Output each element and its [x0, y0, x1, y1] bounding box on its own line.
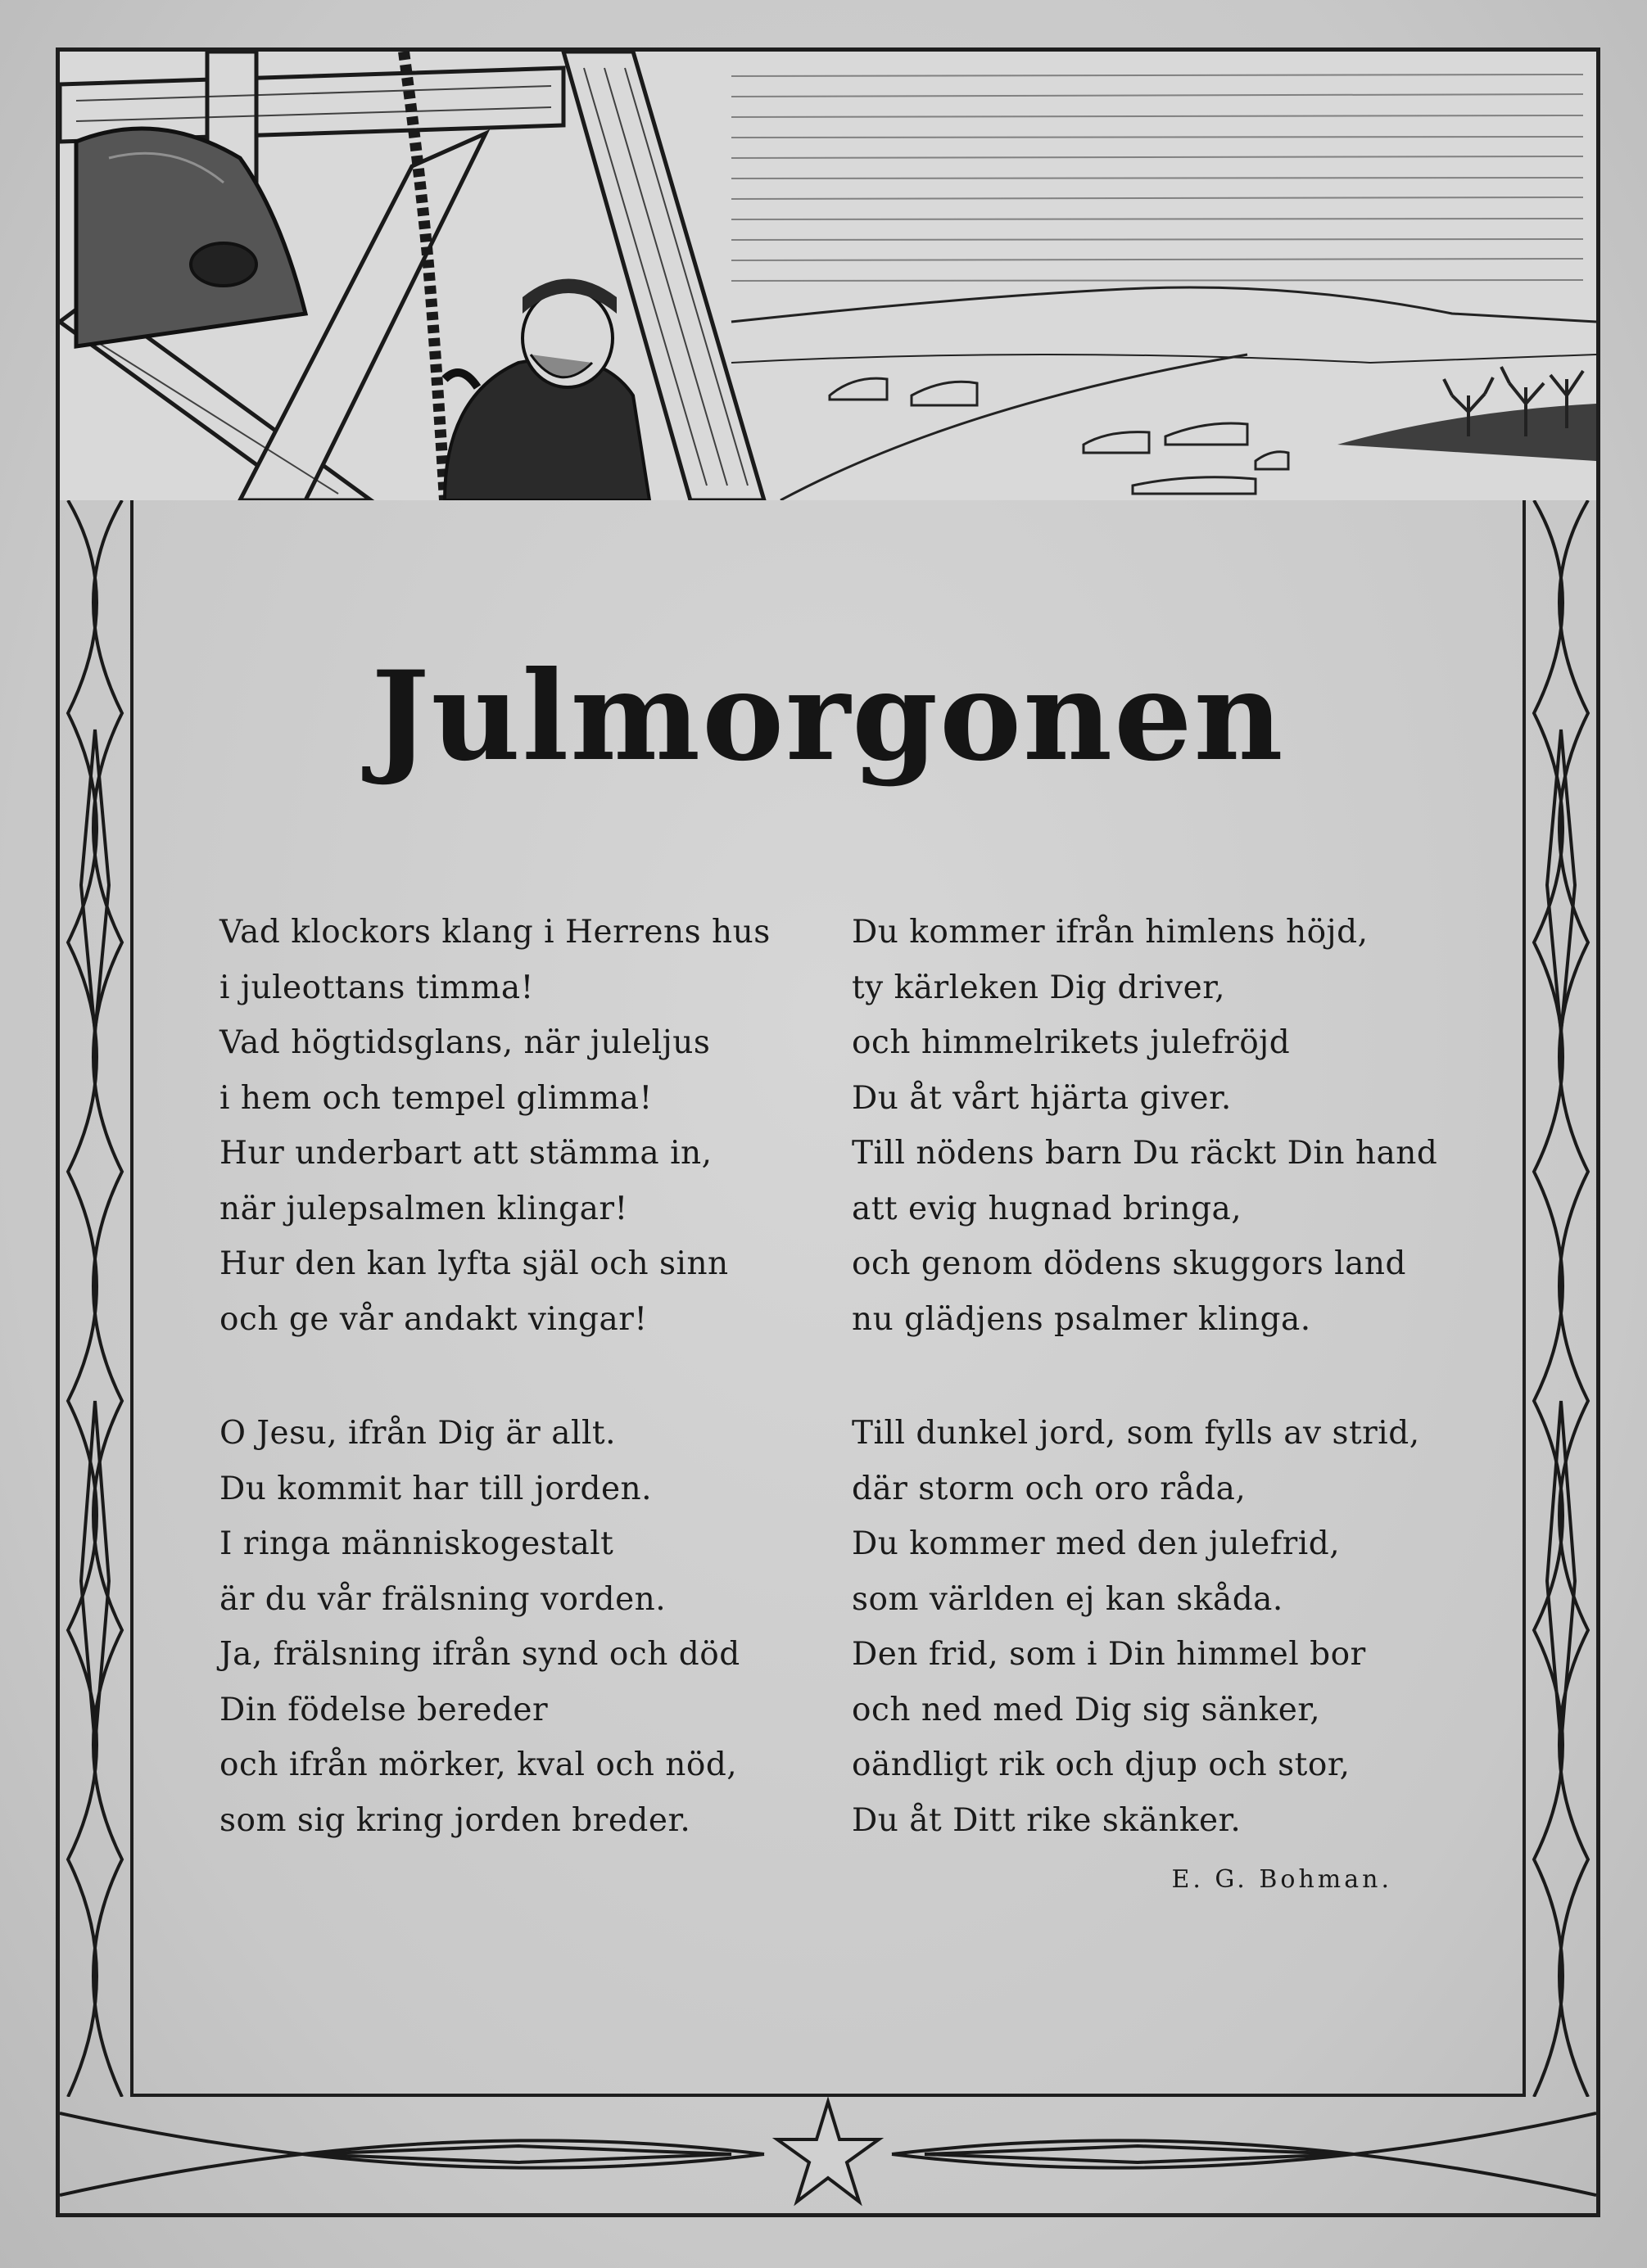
verse-line: och ge vår andakt vingar! [219, 1300, 648, 1338]
verse-line: att evig hugnad bringa, [852, 1190, 1242, 1227]
stanza [852, 1406, 1474, 1848]
verse-line: Till nödens barn Du räckt Din hand [852, 1135, 1438, 1172]
verse-line: där storm och oro råda, [852, 1470, 1247, 1507]
verse-line: Din födelse bereder [219, 1691, 549, 1728]
verse-line: Till dunkel jord, som fylls av strid, [852, 1415, 1420, 1452]
verse-line: Du kommer med den julefrid, [852, 1525, 1341, 1562]
verse-line: och ned med Dig sig sänker, [852, 1691, 1321, 1728]
verse-line: O Jesu, ifrån Dig är allt. [219, 1415, 616, 1452]
stanza [219, 1406, 842, 1848]
verse-line: Vad högtidsglans, när juleljus [219, 1024, 711, 1061]
verse-line: i juleottans timma! [219, 969, 534, 1006]
verse-line: Vad klockors klang i Herrens hus [219, 914, 771, 951]
verse-line: Du kommit har till jorden. [219, 1470, 653, 1507]
verse-line: Den frid, som i Din himmel bor [852, 1636, 1366, 1673]
poem-title: Julmorgonen [371, 644, 1285, 788]
left-column [219, 905, 842, 1848]
verse-line: och himmelrikets julefröjd [852, 1024, 1291, 1061]
verse-line: som sig kring jorden breder. [219, 1801, 691, 1839]
verse-line: är du vår frälsning vorden. [219, 1580, 667, 1618]
verse-line: Du kommer ifrån himlens höjd, [852, 914, 1369, 951]
right-column [852, 905, 1474, 1848]
verse-line: Du åt Ditt rike skänker. [852, 1801, 1242, 1839]
verse-line: nu glädjens psalmer klinga. [852, 1300, 1311, 1338]
verse-line: i hem och tempel glimma! [219, 1079, 653, 1117]
verse-line: oändligt rik och djup och stor, [852, 1746, 1351, 1783]
verse-line: och ifrån mörker, kval och nöd, [219, 1746, 738, 1783]
verse-line: Du åt vårt hjärta giver. [852, 1079, 1232, 1117]
verse-line: ty kärleken Dig driver, [852, 969, 1225, 1006]
verse-line: och genom dödens skuggors land [852, 1245, 1406, 1282]
stanza [852, 905, 1474, 1347]
verse-line: Ja, frälsning ifrån synd och död [219, 1636, 740, 1673]
verse-line: Hur den kan lyfta själ och sinn [219, 1245, 729, 1282]
verse-line: när julepsalmen klingar! [219, 1190, 628, 1227]
verse-line: I ringa människogestalt [219, 1525, 614, 1562]
stanza [219, 905, 842, 1347]
verse-line: som världen ej kan skåda. [852, 1580, 1283, 1618]
author-signature: E. G. Bohman. [1171, 1865, 1392, 1894]
verse-line: Hur underbart att stämma in, [219, 1135, 713, 1172]
